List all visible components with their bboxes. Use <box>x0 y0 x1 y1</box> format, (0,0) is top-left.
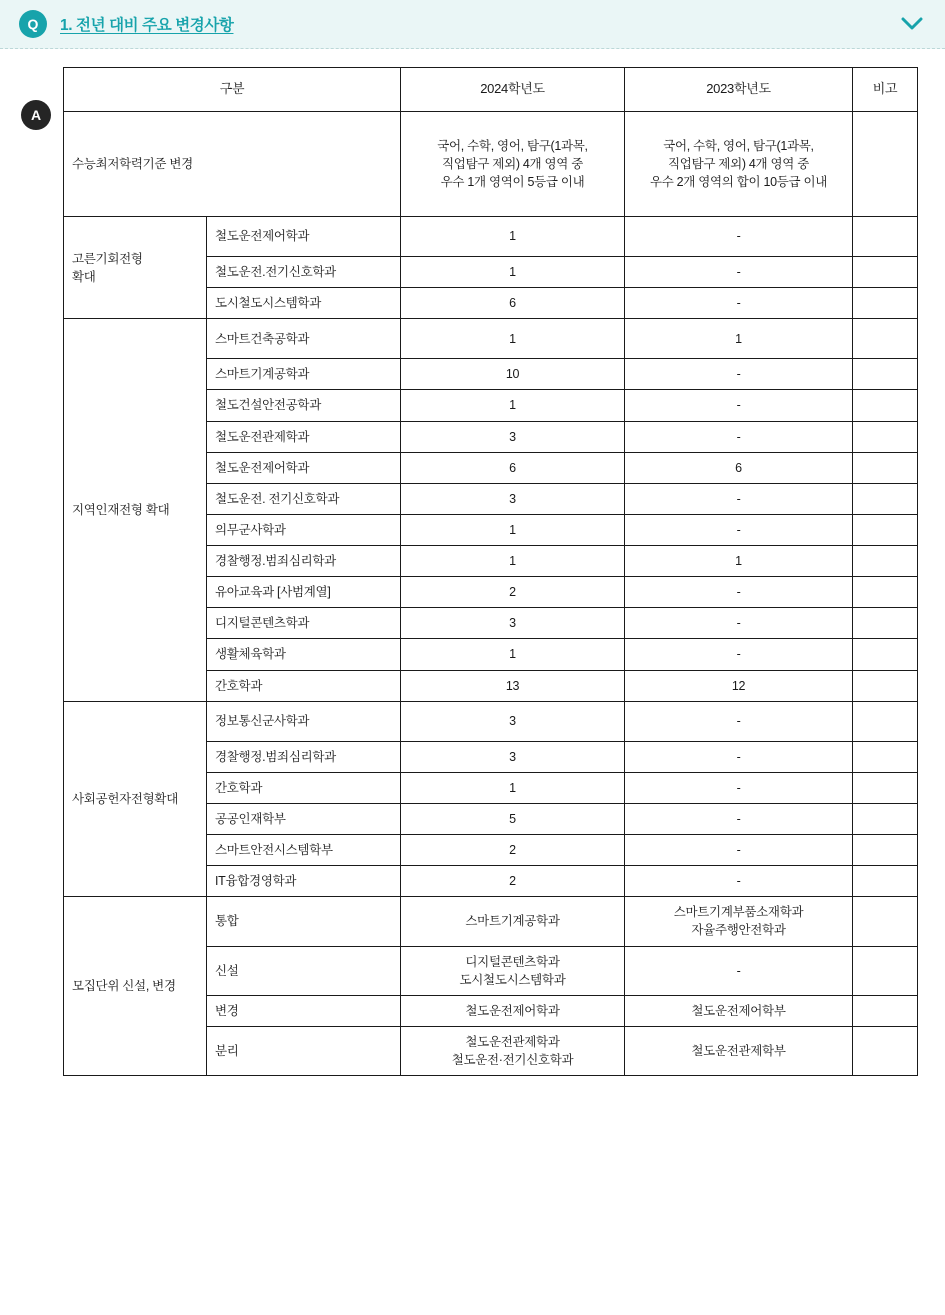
note-cell <box>853 577 918 608</box>
value-2023: 6 <box>625 452 853 483</box>
value-2023: - <box>625 639 853 670</box>
note-cell <box>853 1026 918 1075</box>
value-2023: - <box>625 359 853 390</box>
group-label: 수능최저학력기준 변경 <box>64 112 401 217</box>
dept-name: IT융합경영학과 <box>207 866 401 897</box>
dept-name: 철도운전.전기신호학과 <box>207 257 401 288</box>
value-2024: 6 <box>401 288 625 319</box>
value-2024: 1 <box>401 514 625 545</box>
value-2024: 스마트기계공학과 <box>401 897 625 946</box>
dept-name: 철도운전제어학과 <box>207 217 401 257</box>
table-row <box>64 319 918 359</box>
value-2024: 3 <box>401 741 625 772</box>
note-cell <box>853 452 918 483</box>
value-2024: 3 <box>401 483 625 514</box>
value-2024: 2 <box>401 835 625 866</box>
dept-name: 스마트기계공학과 <box>207 359 401 390</box>
note-cell <box>853 995 918 1026</box>
dept-name: 도시철도시스템학과 <box>207 288 401 319</box>
value-2023: - <box>625 608 853 639</box>
dept-name: 경찰행정.범죄심리학과 <box>207 546 401 577</box>
table-row <box>64 701 918 741</box>
value-2024: 2 <box>401 866 625 897</box>
note-cell <box>853 639 918 670</box>
note-cell <box>853 772 918 803</box>
dept-name: 간호학과 <box>207 772 401 803</box>
dept-name: 철도건설안전공학과 <box>207 390 401 421</box>
value-2023: - <box>625 217 853 257</box>
table-row <box>64 217 918 257</box>
group-label: 고른기회전형 확대 <box>64 217 207 319</box>
value-2023: - <box>625 483 853 514</box>
value-2024: 5 <box>401 803 625 834</box>
value-2023: 철도운전제어학부 <box>625 995 853 1026</box>
value-2023: - <box>625 257 853 288</box>
value-2023: - <box>625 772 853 803</box>
group-label: 사회공헌자전형확대 <box>64 701 207 897</box>
value-2023: - <box>625 946 853 995</box>
note-cell <box>853 835 918 866</box>
note-cell <box>853 608 918 639</box>
note-cell <box>853 288 918 319</box>
dept-name: 경찰행정.범죄심리학과 <box>207 741 401 772</box>
question-badge: Q <box>19 10 47 38</box>
table-header-row <box>64 68 918 112</box>
col-header-2023: 2023학년도 <box>625 68 853 112</box>
table-row <box>64 897 918 946</box>
dept-name: 철도운전제어학과 <box>207 452 401 483</box>
table-body <box>64 112 918 1076</box>
value-2024: 6 <box>401 452 625 483</box>
value-2024: 1 <box>401 772 625 803</box>
table-row <box>64 112 918 217</box>
dept-name: 철도운전. 전기신호학과 <box>207 483 401 514</box>
value-2023: - <box>625 514 853 545</box>
value-2024: 1 <box>401 257 625 288</box>
value-2024: 1 <box>401 217 625 257</box>
value-2023: - <box>625 421 853 452</box>
note-cell <box>853 319 918 359</box>
dept-name: 디지털콘텐츠학과 <box>207 608 401 639</box>
note-cell <box>853 514 918 545</box>
note-cell <box>853 546 918 577</box>
value-2024: 3 <box>401 701 625 741</box>
dept-name: 철도운전관제학과 <box>207 421 401 452</box>
changes-table <box>63 67 918 1076</box>
dept-name: 생활체육학과 <box>207 639 401 670</box>
value-2024: 1 <box>401 319 625 359</box>
note-cell <box>853 112 918 217</box>
note-cell <box>853 946 918 995</box>
changes-table-wrapper <box>63 67 917 1076</box>
value-2023: - <box>625 835 853 866</box>
value-2024: 10 <box>401 359 625 390</box>
note-cell <box>853 866 918 897</box>
value-2023: 12 <box>625 670 853 701</box>
chevron-down-icon[interactable] <box>899 11 925 37</box>
value-2023: 국어, 수학, 영어, 탐구(1과목, 직업탐구 제외) 4개 영역 중 우수 2개 영역의 합이 10등급 이내 <box>625 112 853 217</box>
dept-name: 통합 <box>207 897 401 946</box>
value-2023: - <box>625 390 853 421</box>
value-2024: 2 <box>401 577 625 608</box>
dept-name: 분리 <box>207 1026 401 1075</box>
group-label: 모집단위 신설, 변경 <box>64 897 207 1076</box>
group-label: 지역인재전형 확대 <box>64 319 207 701</box>
dept-name: 스마트안전시스템학부 <box>207 835 401 866</box>
dept-name: 변경 <box>207 995 401 1026</box>
value-2023: - <box>625 866 853 897</box>
question-header[interactable] <box>0 0 945 49</box>
note-cell <box>853 390 918 421</box>
value-2024: 철도운전관제학과 철도운전·전기신호학과 <box>401 1026 625 1075</box>
value-2024: 13 <box>401 670 625 701</box>
value-2023: 철도운전관제학부 <box>625 1026 853 1075</box>
value-2023: 스마트기계부품소재학과 자율주행안전학과 <box>625 897 853 946</box>
question-title[interactable]: 1. 전년 대비 주요 변경사항 <box>60 17 234 34</box>
value-2023: - <box>625 741 853 772</box>
dept-name: 정보통신군사학과 <box>207 701 401 741</box>
value-2024: 디지털콘텐츠학과 도시철도시스템학과 <box>401 946 625 995</box>
note-cell <box>853 359 918 390</box>
dept-name: 스마트건축공학과 <box>207 319 401 359</box>
value-2023: - <box>625 803 853 834</box>
dept-name: 유아교육과 [사범계열] <box>207 577 401 608</box>
dept-name: 공공인재학부 <box>207 803 401 834</box>
value-2023: - <box>625 701 853 741</box>
dept-name: 간호학과 <box>207 670 401 701</box>
value-2023: 1 <box>625 319 853 359</box>
note-cell <box>853 421 918 452</box>
value-2024: 1 <box>401 546 625 577</box>
value-2023: - <box>625 577 853 608</box>
note-cell <box>853 257 918 288</box>
note-cell <box>853 897 918 946</box>
table-head <box>64 68 918 112</box>
value-2023: 1 <box>625 546 853 577</box>
note-cell <box>853 217 918 257</box>
note-cell <box>853 701 918 741</box>
value-2024: 1 <box>401 390 625 421</box>
col-header-category: 구분 <box>64 68 401 112</box>
col-header-note: 비고 <box>853 68 918 112</box>
dept-name: 의무군사학과 <box>207 514 401 545</box>
note-cell <box>853 483 918 514</box>
note-cell <box>853 741 918 772</box>
note-cell <box>853 670 918 701</box>
value-2024: 국어, 수학, 영어, 탐구(1과목, 직업탐구 제외) 4개 영역 중 우수 1개 영역이 5등급 이내 <box>401 112 625 217</box>
answer-badge: A <box>21 100 51 130</box>
note-cell <box>853 803 918 834</box>
value-2024: 1 <box>401 639 625 670</box>
value-2023: - <box>625 288 853 319</box>
dept-name: 신설 <box>207 946 401 995</box>
value-2024: 3 <box>401 421 625 452</box>
value-2024: 3 <box>401 608 625 639</box>
value-2024: 철도운전제어학과 <box>401 995 625 1026</box>
col-header-2024: 2024학년도 <box>401 68 625 112</box>
